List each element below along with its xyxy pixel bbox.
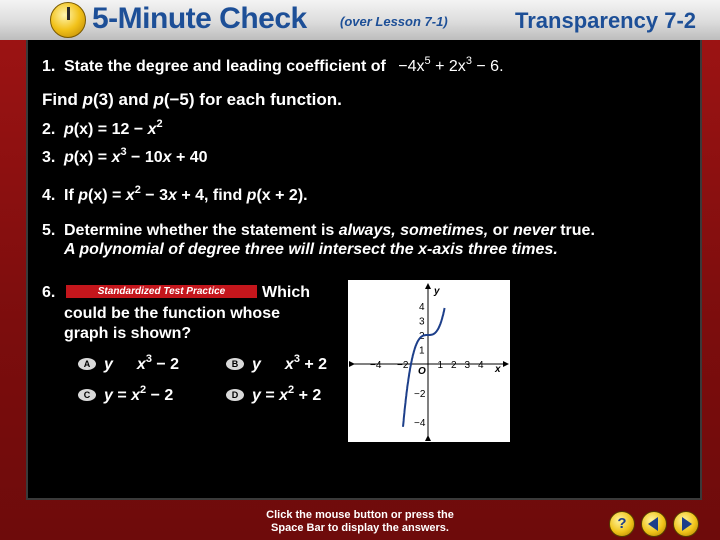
x-tick-label: 1	[437, 360, 444, 371]
graph-svg	[348, 280, 510, 442]
y-axis-label: y	[434, 286, 440, 297]
help-icon: ?	[617, 515, 627, 532]
question-6-number: 6.	[42, 284, 56, 301]
y-tick-label: −4	[414, 418, 426, 429]
standardized-test-practice-badge: Standardized Test Practice	[66, 285, 257, 298]
origin-label: O	[418, 366, 426, 377]
clock-icon	[50, 2, 86, 38]
option-b-badge: B	[226, 358, 244, 370]
option-c[interactable]: C $y = x^2 - 2$	[78, 384, 173, 405]
question-5-statement: A polynomial of degree three will intersect the x-axis three times.	[64, 241, 558, 258]
option-a-badge: A	[78, 358, 96, 370]
slide-title: 5-Minute Check	[92, 2, 307, 35]
question-6-line2: could be the function whose	[64, 305, 280, 322]
y-tick-label: −2	[414, 389, 426, 400]
graph-ticks	[370, 302, 484, 429]
back-arrow-icon	[642, 512, 666, 536]
transparency-label: Transparency 7-2	[515, 8, 696, 33]
question-5: 5. Determine whether the statement is always, sometimes, or never true.	[42, 222, 595, 239]
x-tick-label: 2	[451, 360, 457, 371]
x-tick-label: 4	[478, 360, 484, 371]
footer-line-2: Space Bar to display the answers.	[271, 522, 449, 534]
footer-instructions	[180, 509, 540, 535]
question-1: 1. State the degree and leading coefficient of $-4x^5 + 2x^3 - 6$.	[42, 55, 504, 75]
y-tick-label: 4	[419, 302, 425, 313]
option-a[interactable]: A y $x^3 - 2$	[78, 353, 179, 374]
function-graph	[348, 280, 510, 442]
header-bar	[0, 0, 720, 40]
x-tick-label: 3	[464, 360, 471, 371]
question-6-line3: graph is shown?	[64, 325, 192, 342]
option-d-badge: D	[226, 389, 244, 401]
question-2: 2. $p(x) = 12 - x^2$	[42, 118, 163, 138]
back-button[interactable]	[641, 511, 667, 537]
find-heading: Find p(3) and p(−5) for each function.	[42, 90, 342, 109]
help-button[interactable]	[609, 511, 635, 537]
question-4: 4. If $p(x) = x^2 - 3x + 4$, find p(x + 2).	[42, 184, 308, 204]
x-axis-label: x	[495, 364, 501, 375]
x-tick-label: −4	[370, 360, 382, 371]
slide-subtitle: (over Lesson 7-1)	[340, 14, 448, 29]
y-tick-label: 3	[419, 316, 425, 328]
footer-line-1: Click the mouse button or press the	[266, 509, 454, 521]
x-tick-label: −2	[397, 360, 409, 371]
option-b[interactable]: B y $x^3 + 2$	[226, 353, 327, 374]
option-c-badge: C	[78, 389, 96, 401]
forward-arrow-icon	[674, 512, 698, 536]
option-d[interactable]: D $y = x^2 + 2$	[226, 384, 321, 405]
question-3: 3. $p(x) = x^3 - 10x + 40$	[42, 146, 208, 166]
y-tick-label: 1	[419, 345, 425, 357]
question-6-which: Which	[262, 284, 310, 301]
y-tick-label: 2	[419, 331, 425, 342]
forward-button[interactable]	[673, 511, 699, 537]
